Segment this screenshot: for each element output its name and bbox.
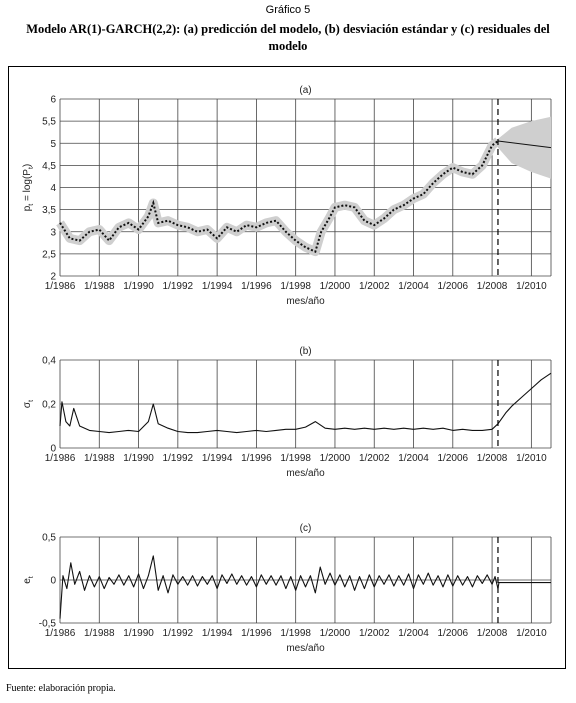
panel-a-ytick: 3 — [50, 227, 56, 239]
panel-a-ylabel: $p_t = \log(P_t)$ — [22, 163, 35, 212]
panel-b-xtick: 1/1996 — [241, 453, 272, 464]
panel-c-xtick: 1/2000 — [319, 628, 351, 639]
panel-b-xtick: 1/1994 — [201, 453, 233, 464]
panel-b-xtick: 1/1990 — [123, 453, 154, 464]
panel-a-title: (a) — [299, 85, 312, 96]
panel-b-ytick: 0,2 — [42, 399, 56, 411]
panel-a-xtick: 1/1996 — [241, 281, 272, 292]
panel-b — [22, 360, 551, 448]
panel-a-xtick: 1/2008 — [476, 281, 508, 292]
panel-c-ytick: -0,5 — [38, 618, 56, 630]
panel-c-xtick: 1/2010 — [516, 628, 547, 639]
panel-a-xtick: 1/2010 — [516, 281, 547, 292]
figure-title: Modelo AR(1)-GARCH(2,2): (a) predicción del modelo, (b) desviación estándar y (c) residuales del modelo — [26, 22, 550, 53]
panel-b-xtick: 1/1998 — [280, 453, 311, 464]
panel-c-series-line — [60, 556, 551, 619]
panel-a-xtick: 1/1986 — [44, 281, 76, 292]
panel-c-xtick: 1/2008 — [476, 628, 508, 639]
panel-b-ytick: 0,4 — [42, 355, 56, 367]
panel-a-xtick: 1/2004 — [398, 281, 429, 292]
panel-a-xtick: 1/1994 — [201, 281, 233, 292]
panel-c-ytick: 0,5 — [42, 532, 56, 544]
panel-a-xtick: 1/2002 — [358, 281, 390, 292]
panel-a-xtick: 1/1990 — [123, 281, 154, 292]
panel-b-xtick: 1/1992 — [162, 453, 194, 464]
panel-a-xtick: 1/1988 — [83, 281, 115, 292]
panel-c-xtick: 1/1992 — [162, 628, 194, 639]
panel-b-xtick: 1/2010 — [516, 453, 547, 464]
panel-b-xtick: 1/2006 — [437, 453, 469, 464]
panel-a-ytick: 6 — [50, 94, 56, 106]
panel-a-xtick: 1/1992 — [162, 281, 194, 292]
panel-c-xtick: 1/2006 — [437, 628, 469, 639]
panel-c — [22, 537, 551, 623]
panel-c-xtick: 1/1988 — [83, 628, 115, 639]
panel-c-xtick: 1/2004 — [398, 628, 429, 639]
panel-b-xtick: 1/1986 — [44, 453, 76, 464]
source-note: Fuente: elaboración propia. — [6, 683, 116, 694]
panel-c-xtick: 1/1998 — [280, 628, 311, 639]
panel-c-xtick: 1/1994 — [201, 628, 233, 639]
panel-b-xlabel: mes/año — [286, 468, 325, 479]
panel-a-series-line — [60, 141, 498, 252]
panel-b-xtick: 1/2008 — [476, 453, 508, 464]
panel-c-ytick: 0 — [50, 575, 56, 587]
panel-a-xtick: 1/2000 — [319, 281, 351, 292]
panel-c-xlabel: mes/año — [286, 643, 325, 654]
panel-a-ytick: 5 — [50, 138, 56, 150]
panel-a-ytick: 4,5 — [42, 160, 56, 172]
panel-b-xtick: 1/2002 — [358, 453, 390, 464]
panel-a-ytick: 4 — [50, 183, 56, 194]
panel-b-title: (b) — [299, 346, 312, 357]
panel-b-xtick: 1/2004 — [398, 453, 429, 464]
panel-b-series-line — [60, 373, 551, 432]
panel-a-xtick: 1/1998 — [280, 281, 311, 292]
panel-a — [22, 99, 551, 276]
panel-a-ytick: 5,5 — [42, 116, 56, 128]
chart-figure — [8, 66, 566, 669]
panel-a-ytick: 2 — [50, 271, 56, 283]
panel-a-ytick: 3,5 — [42, 205, 56, 217]
panel-b-ytick: 0 — [50, 443, 56, 455]
panel-c-xtick: 1/1990 — [123, 628, 154, 639]
panel-a-xlabel: mes/año — [286, 296, 325, 307]
panel-c-xtick: 1/2002 — [358, 628, 390, 639]
figure-label: Gráfico 5 — [265, 4, 311, 16]
panel-a-history-band — [60, 141, 498, 252]
panel-c-title: (c) — [299, 523, 312, 534]
panel-c-xtick: 1/1996 — [241, 628, 272, 639]
panel-a-forecast-band — [498, 117, 551, 179]
panel-c-xtick: 1/1986 — [44, 628, 76, 639]
panel-b-xtick: 1/1988 — [83, 453, 115, 464]
panel-a-xtick: 1/2006 — [437, 281, 469, 292]
panel-a-ytick: 2,5 — [42, 249, 56, 261]
panel-c-ylabel: $e_t$ — [22, 576, 35, 584]
panel-b-xtick: 1/2000 — [319, 453, 351, 464]
panel-b-ylabel: $\sigma_t$ — [22, 399, 35, 409]
